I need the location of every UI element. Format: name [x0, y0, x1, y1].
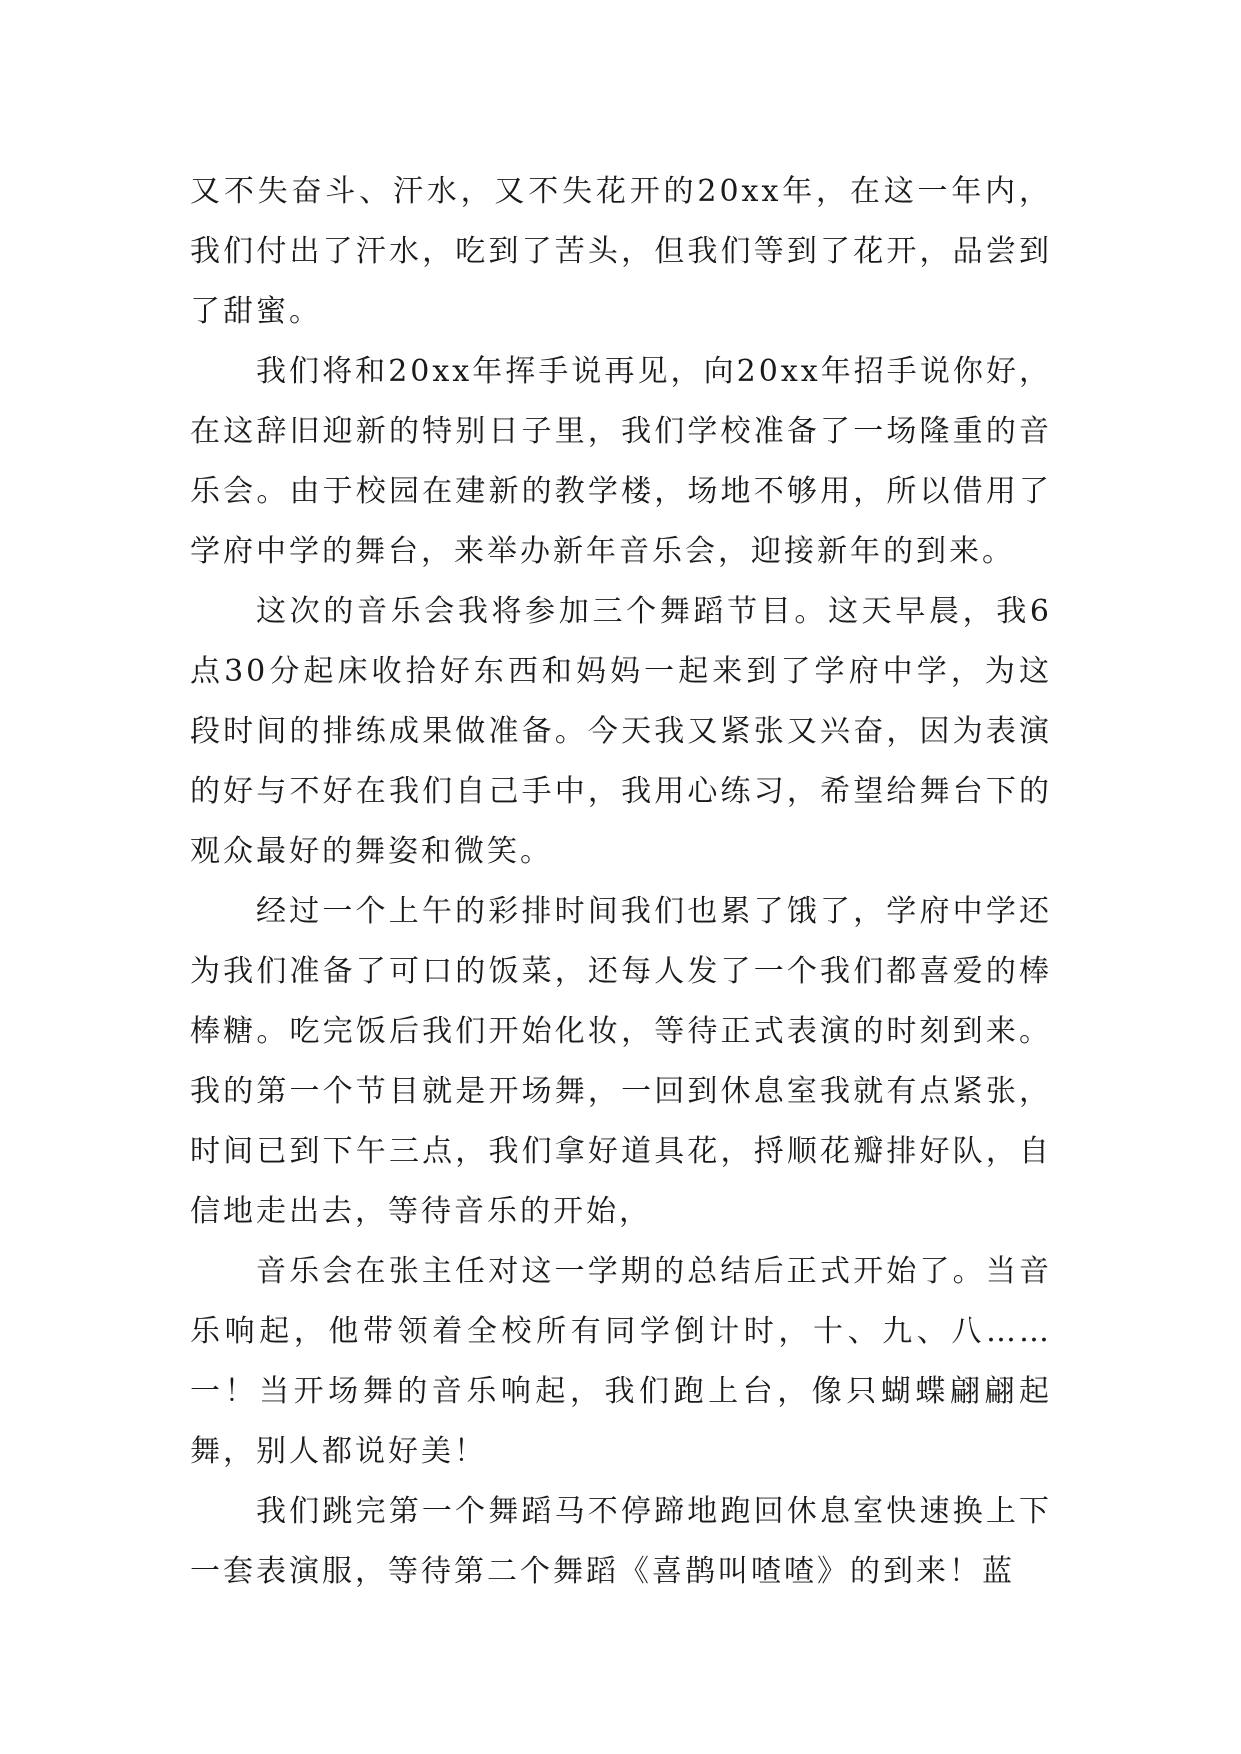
paragraph-6: 我们跳完第一个舞蹈马不停蹄地跑回休息室快速换上下一套表演服，等待第二个舞蹈《喜鹊叫喳喳》的到来！蓝: [190, 1494, 1052, 1589]
paragraph-5: 音乐会在张主任对这一学期的总结后正式开始了。当音乐响起，他带领着全校所有同学倒计时，十、九、八……一！当开场舞的音乐响起，我们跑上台，像只蝴蝶翩翩起舞，别人都说好美！: [190, 1254, 1052, 1469]
paragraph-3: 这次的音乐会我将参加三个舞蹈节目。这天早晨，我6点30分起床收拾好东西和妈妈一起来到了学府中学，为这段时间的排练成果做准备。今天我又紧张又兴奋，因为表演的好与不好在我们自己手中，我用心练习，希望给舞台下的观众最好的舞姿和微笑。: [190, 594, 1052, 869]
paragraph-2: 我们将和20xx年挥手说再见，向20xx年招手说你好，在这辞旧迎新的特别日子里，我们学校准备了一场隆重的音乐会。由于校园在建新的教学楼，场地不够用，所以借用了学府中学的舞台，来举办新年音乐会，迎接新年的到来。: [190, 354, 1052, 569]
paragraph-4: 经过一个上午的彩排时间我们也累了饿了，学府中学还为我们准备了可口的饭菜，还每人发了一个我们都喜爱的棒棒糖。吃完饭后我们开始化妆，等待正式表演的时刻到来。我的第一个节目就是开场舞，一回到休息室我就有点紧张，时间已到下午三点，我们拿好道具花，捋顺花瓣排好队，自信地走出去，等待音乐的开始，: [190, 894, 1052, 1229]
paragraph-1: 又不失奋斗、汗水，又不失花开的20xx年，在这一年内，我们付出了汗水，吃到了苦头，但我们等到了花开，品尝到了甜蜜。: [190, 174, 1052, 329]
document-body: [190, 162, 1052, 1602]
